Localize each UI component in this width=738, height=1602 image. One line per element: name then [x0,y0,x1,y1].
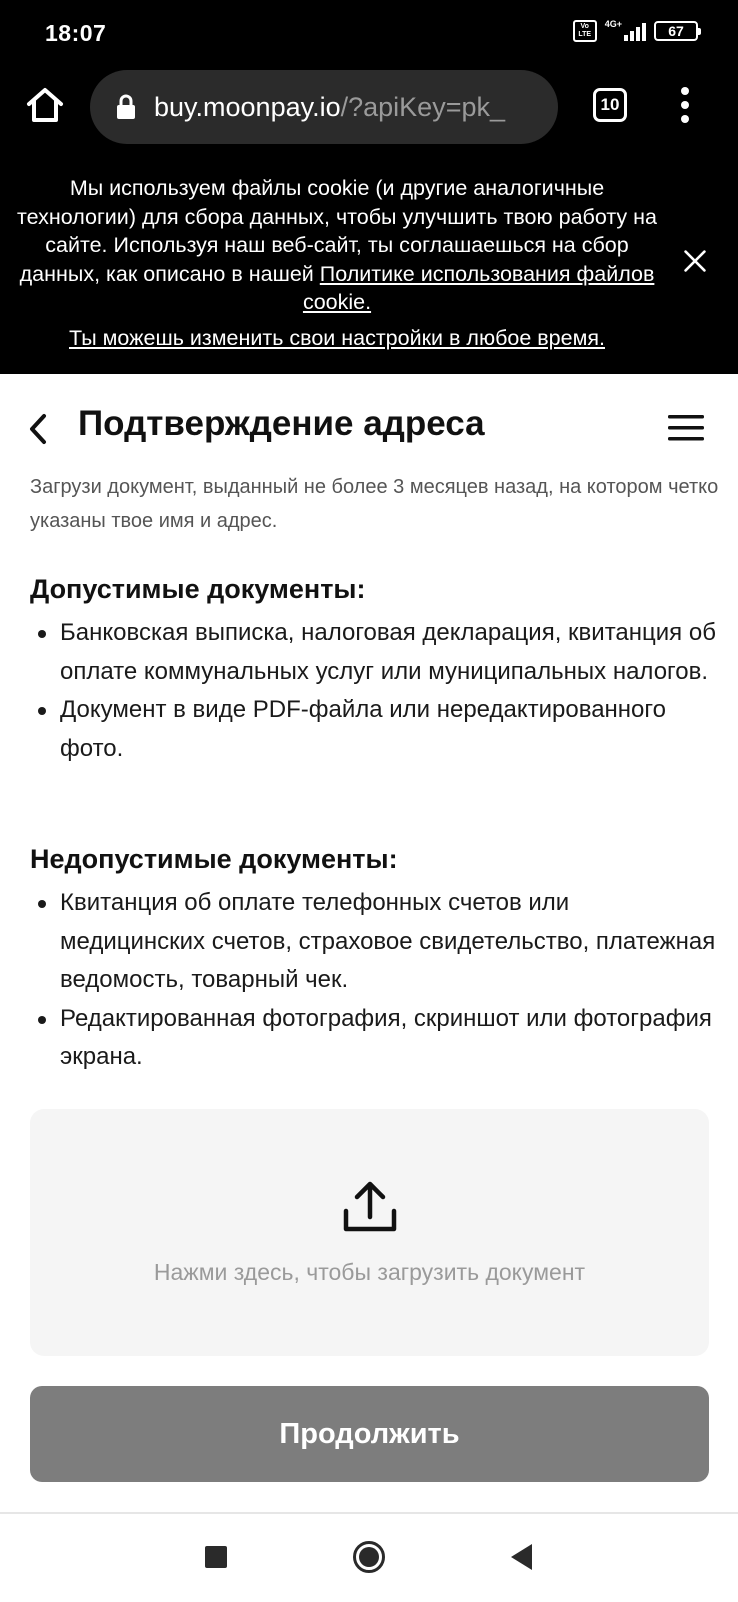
upload-label: Нажми здесь, чтобы загрузить документ [153,1259,586,1285]
tab-switcher-button[interactable]: 10 [593,88,627,122]
disallowed-documents-list [30,884,720,1077]
status-time: 18:07 [45,20,107,46]
status-bar [0,0,738,66]
address-bar[interactable] [90,70,558,144]
cookie-text [12,174,662,317]
recent-apps-icon[interactable] [205,1546,227,1568]
back-arrow-icon[interactable] [24,412,54,446]
network-type-label: 4G+ [604,19,622,29]
home-circle-icon[interactable] [352,1540,386,1574]
page-title: Подтверждение адреса [78,404,485,443]
document-upload-area[interactable] [30,1109,709,1356]
list-item: Банковская выписка, налоговая декларация, квитанция об оплате коммунальных услуг или муниципальных налогов. [30,614,720,691]
hamburger-menu-icon[interactable] [666,412,706,444]
system-navigation-bar [0,1512,738,1602]
page-header [0,374,738,474]
cookie-settings-link[interactable]: Ты можешь изменить свои настройки в любое время. [69,326,605,350]
signal-strength-icon [624,21,646,41]
cookie-message: Мы используем файлы cookie (и другие аналогичные технологии) для сбора данных, чтобы улучшить твою работу на сайте. Используя наш веб-сайт, ты соглашаешься на сбор данных, как описано в нашей [17,176,657,286]
volte-icon: Vo LTE [573,20,597,42]
disallowed-documents-heading: Недопустимые документы: [30,844,398,874]
back-triangle-icon[interactable] [508,1542,534,1572]
cookie-banner [0,160,738,374]
home-icon[interactable] [24,84,66,126]
upload-icon [340,1177,400,1237]
page-subtitle: Загрузи документ, выданный не более 3 месяцев назад, на котором четко указаны твое имя и адрес. [30,476,719,532]
status-icons [573,20,698,42]
more-options-icon[interactable] [670,84,700,126]
url-path: /?apiKey=pk_ [340,91,505,122]
allowed-documents-heading: Допустимые документы: [30,574,366,604]
battery-icon: 67 [654,21,698,41]
cookie-policy-link[interactable]: Политике использования файлов cookie. [302,261,655,314]
url-domain: buy.moonpay.io [154,91,341,122]
list-item: Редактированная фотография, скриншот или фотография экрана. [30,1000,720,1077]
continue-button[interactable]: Продолжить [30,1386,709,1482]
lock-icon [116,94,136,120]
allowed-documents-list [30,614,720,768]
list-item: Документ в виде PDF-файла или нередактированного фото. [30,691,720,768]
list-item: Квитанция об оплате телефонных счетов или медицинских счетов, страховое свидетельство, платежная ведомость, товарный чек. [30,884,720,1000]
browser-toolbar [0,66,738,160]
close-icon[interactable] [683,249,707,273]
